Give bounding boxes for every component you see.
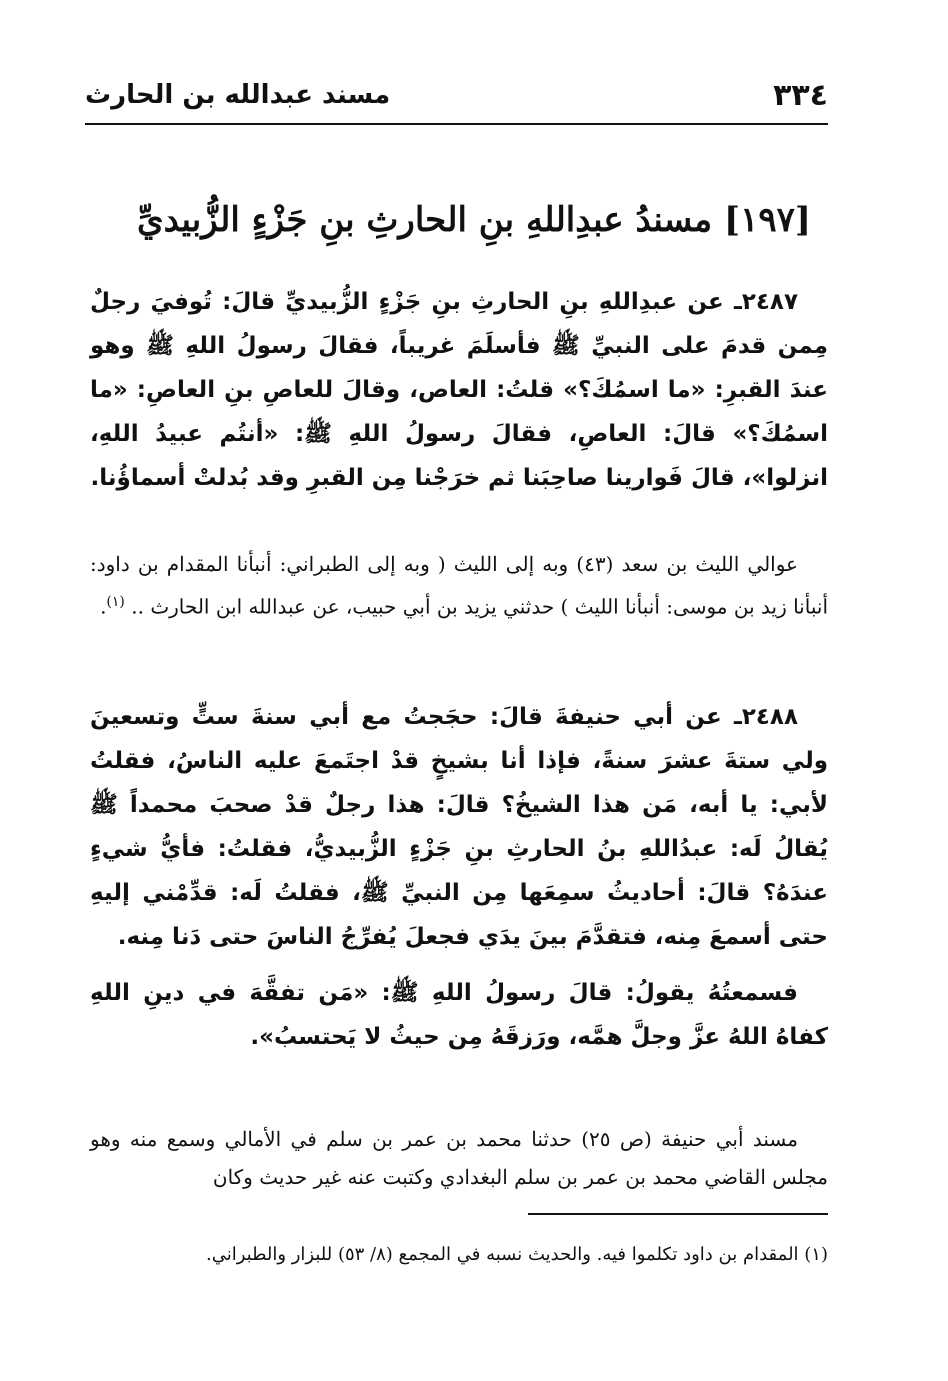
source-2488 [90,1120,828,1196]
running-title: مسند عبدالله بن الحارث [85,80,391,110]
hadith-2487 [90,280,828,500]
header-rule [85,123,828,125]
footnote-rule [528,1213,828,1215]
hadith-2488 [90,695,828,1059]
footnote: (١) المقدام بن داود تكلموا فيه. والحديث نسبه في المجمع (٨/ ٥٣) للبزار والطبراني. [205,1244,828,1265]
source-2487-text: عوالي الليث بن سعد (٤٣) وبه إلى الليث ( وبه إلى الطبراني: أنبأنا المقدام بن داود: أنبأنا زيد بن موسى: أنبأنا الليث ) حدثني يزيد بن أبي حبيب، عن عبدالله ابن الحارث .. [90,552,828,619]
hadith-2488-para2: فسمعتُهُ يقولُ: قالَ رسولُ اللهِ ﷺ: «مَن تفقَّهَ في دينِ اللهِ كفاهُ اللهُ عزَّ وجلَّ همَّه، ورَزقَهُ مِن حيثُ لا يَحتسبُ». [90,980,828,1050]
page-number: ٣٣٤ [773,78,828,113]
running-head [85,74,828,122]
hadith-2487-text: ٢٤٨٧ـ عن عبدِاللهِ بنِ الحارثِ بنِ جَزْءٍ الزُّبيديِّ قالَ: تُوفيَ رجلٌ مِمن قدمَ على النبيِّ ﷺ فأسلَمَ غريباً، فقالَ رسولُ اللهِ ﷺ وهو عندَ القبرِ: «ما اسمُكَ؟» قلتُ: العاص، وقالَ للعاصِ بنِ العاصِ: «ما اسمُكَ؟» قالَ: العاصِ، فقالَ رسولُ اللهِ ﷺ: «أنتُم عبيدُ اللهِ، انزلوا»، قالَ فَوارينا صاحِبَنا ثم خرَجْنا مِن القبرِ وقد بُدلتْ أسماؤُنا. [90,289,828,491]
hadith-2488-para1: ٢٤٨٨ـ عن أبي حنيفةَ قالَ: حجَجتُ مع أبي سنةَ ستٍّ وتسعينَ ولي ستةَ عشرَ سنةً، فإذا أنا بشيخٍ قدْ اجتَمعَ عليه الناسُ، فقلتُ لأبي: يا أبه، مَن هذا الشيخُ؟ قالَ: هذا رجلٌ قدْ صحبَ محمداً ﷺ يُقالُ لَه: عبدُاللهِ بنُ الحارثِ بنِ جَزْءٍ الزُّبيديُّ، فقلتُ: فأيُّ شيءٍ عندَهُ؟ قالَ: أحاديثُ سمِعَها مِن النبيِّ ﷺ، فقلتُ لَه: قدِّمْني إليهِ حتى أسمعَ مِنه، فتقدَّمَ بينَ يدَي فجعلَ يُفرِّجُ الناسَ حتى دَنا مِنه. [90,704,828,950]
source-2488-text: مسند أبي حنيفة (ص ٢٥) حدثنا محمد بن عمر بن سلم في الأمالي وسمع منه وهو مجلس القاضي محمد بن عمر بن سلم البغدادي وكتبت عنه غير حديث وكان [90,1127,828,1189]
source-2487-end: . [100,594,107,619]
section-title: [١٩٧] مسندُ عبدِاللهِ بنِ الحارثِ بنِ جَزْءٍ الزُّبيديِّ [137,200,811,240]
source-2487-paragraph [90,545,828,626]
source-2487 [90,545,828,626]
footnote-reference: (١) [106,594,125,610]
